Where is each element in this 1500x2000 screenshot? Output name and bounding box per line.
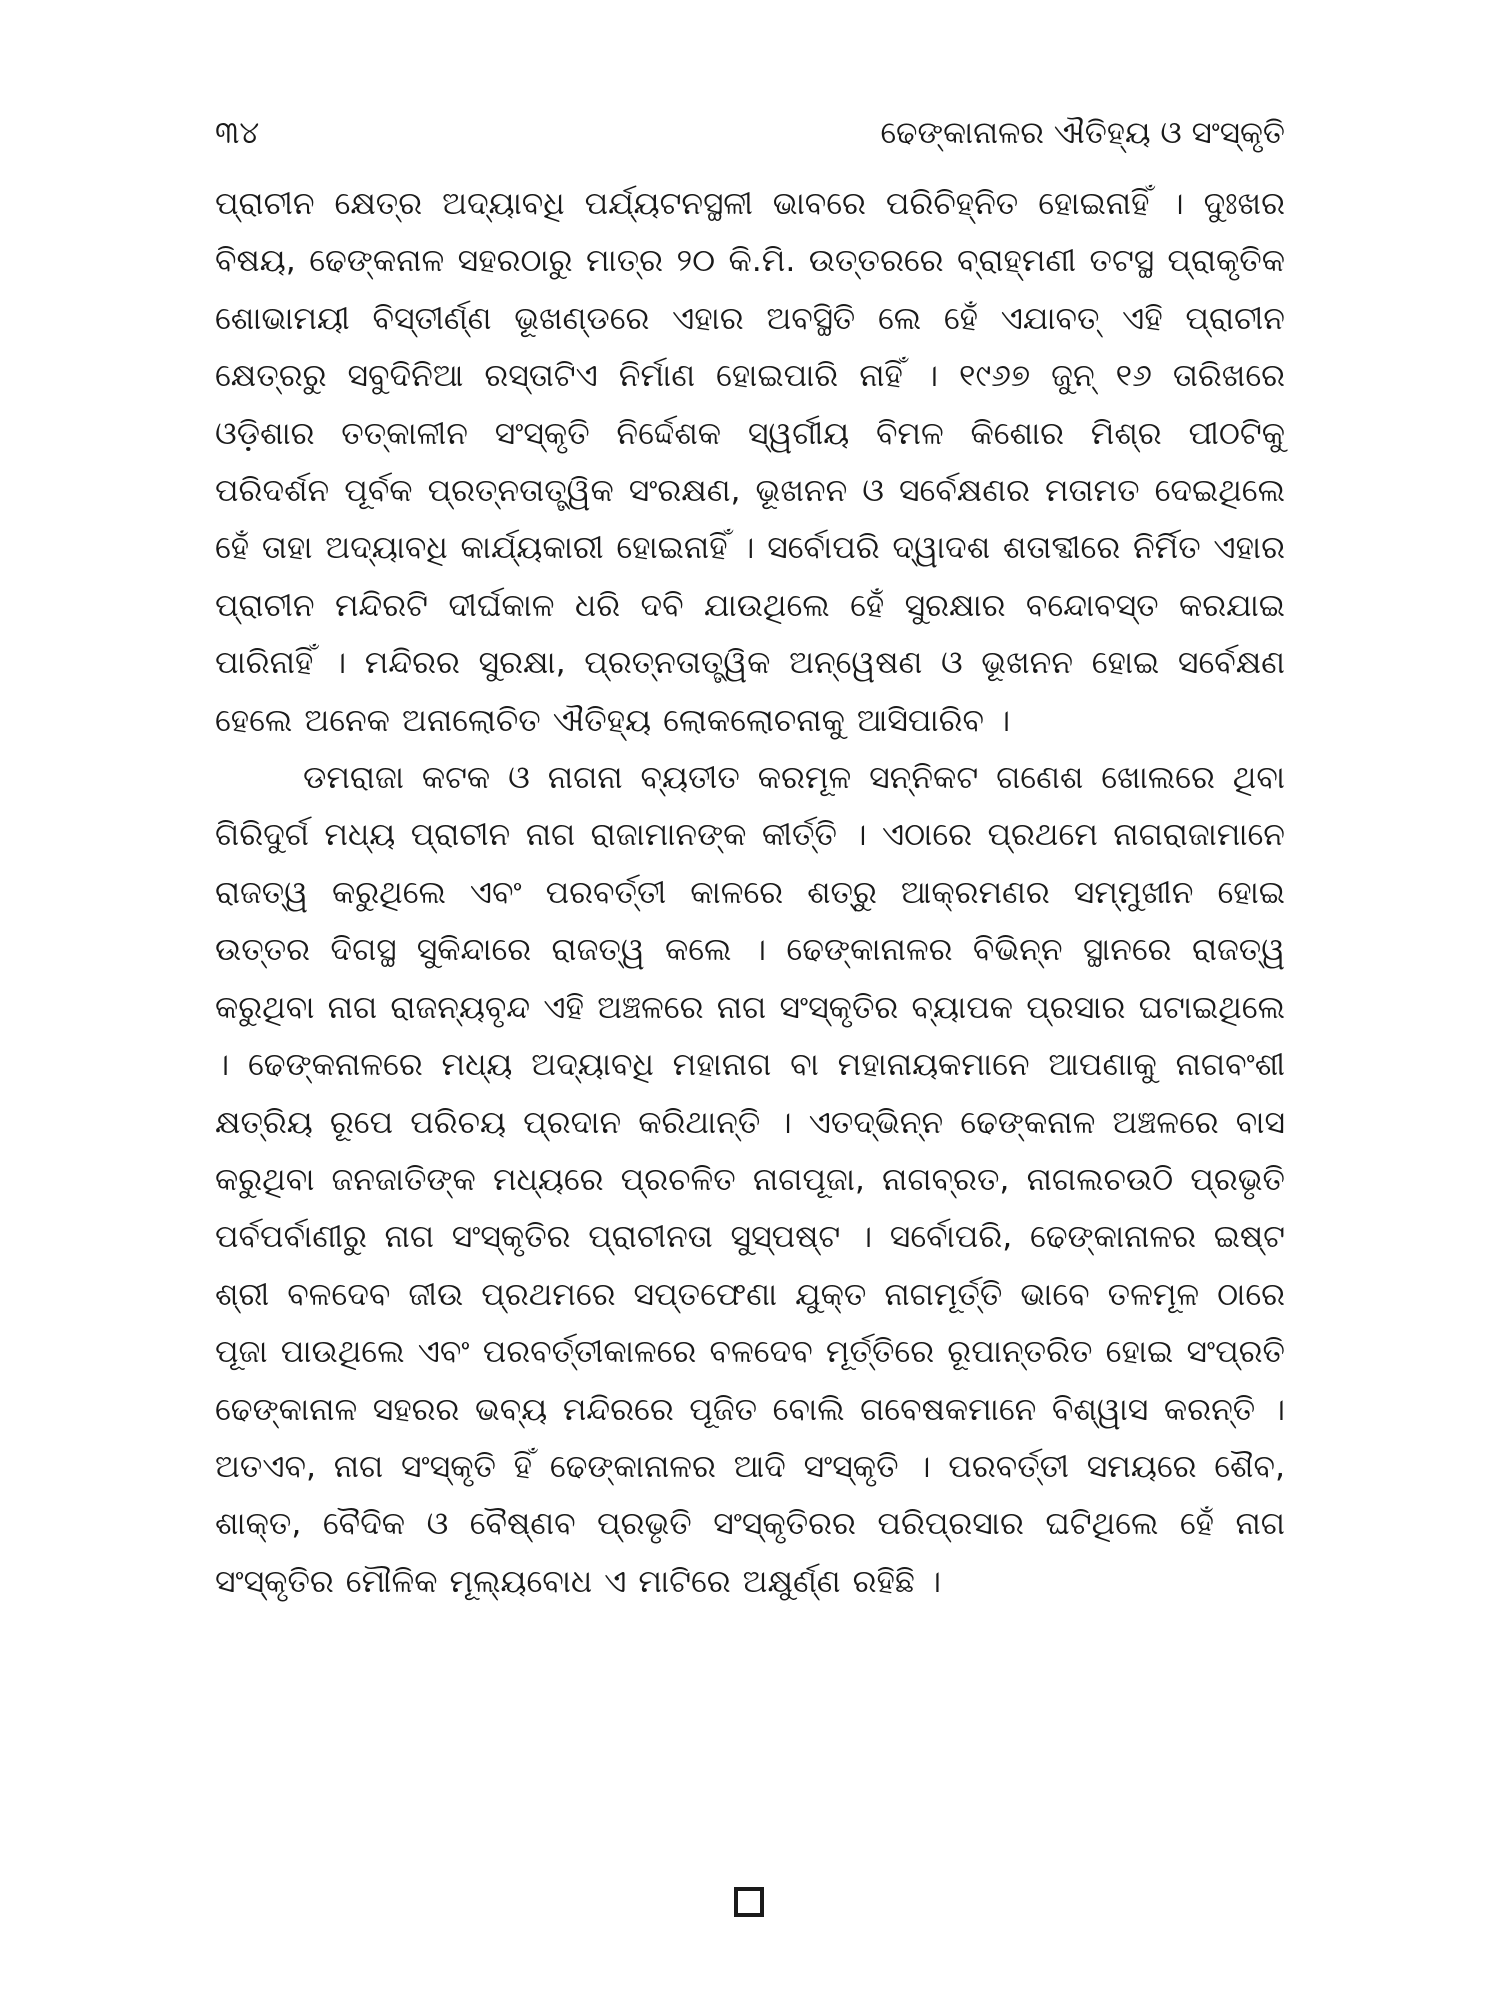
body-text bbox=[215, 176, 1285, 1611]
running-title: ଢେଙ୍କାନାଳର ଐତିହ୍ୟ ଓ ସଂସ୍କୃତି bbox=[880, 115, 1285, 151]
section-end-mark bbox=[734, 1887, 764, 1917]
page-number: ୩୪ bbox=[215, 115, 260, 151]
page-header bbox=[215, 108, 1285, 158]
paragraph-1: ପ୍ରାଚୀନ କ୍ଷେତ୍ର ଅଦ୍ୟାବଧି ପର୍ଯ୍ୟଟନସ୍ଥଳୀ ଭାବରେ ପରିଚିହ୍ନିତ ହୋଇନାହିଁ । ଦୁଃଖର ବିଷୟ, ଢେଙ୍କନାଳ ସହରଠାରୁ ମାତ୍ର ୨୦ କି.ମି. ଉତ୍ତରରେ ବ୍ରାହ୍ମଣୀ ତଟସ୍ଥ ପ୍ରାକୃତିକ ଶୋଭାମୟୀ ବିସ୍ତୀର୍ଣ୍ଣ ଭୂଖଣ୍ଡରେ ଏହାର ଅବସ୍ଥିତି ଲେ ହେଁ ଏଯାବତ୍ ଏହି ପ୍ରାଚୀନ କ୍ଷେତ୍ରରୁ ସବୁଦିନିଆ ରସ୍ତାଟିଏ ନିର୍ମାଣ ହୋଇପାରି ନାହିଁ । ୧୯୬୭ ଜୁନ୍ ୧୬ ତାରିଖରେ ଓଡ଼ିଶାର ତତ୍କାଳୀନ ସଂସ୍କୃତି ନିର୍ଦ୍ଦେଶକ ସ୍ୱର୍ଗୀୟ ବିମଳ କିଶୋର ମିଶ୍ର ପୀଠଟିକୁ ପରିଦର୍ଶନ ପୂର୍ବକ ପ୍ରତ୍ନତାତ୍ତ୍ୱିକ ସଂରକ୍ଷଣ, ଭୂଖନନ ଓ ସର୍ବେକ୍ଷଣର ମତାମତ ଦେଇଥିଲେ ହେଁ ତାହା ଅଦ୍ୟାବଧି କାର୍ଯ୍ୟକାରୀ ହୋଇନାହିଁ । ସର୍ବୋପରି ଦ୍ୱାଦଶ ଶତାବ୍ଦୀରେ ନିର୍ମିତ ଏହାର ପ୍ରାଚୀନ ମନ୍ଦିରଟି ଦୀର୍ଘକାଳ ଧରି ଦବି ଯାଉଥିଲେ ହେଁ ସୁରକ୍ଷାର ବନ୍ଦୋବସ୍ତ କରଯାଇ ପାରିନାହିଁ । ମନ୍ଦିରର ସୁରକ୍ଷା, ପ୍ରତ୍ନତାତ୍ତ୍ୱିକ ଅନ୍ୱେଷଣ ଓ ଭୂଖନନ ହୋଇ ସର୍ବେକ୍ଷଣ ହେଲେ ଅନେକ ଅନାଲୋଚିତ ଐତିହ୍ୟ ଲୋକଲୋଚନାକୁ ଆସିପାରିବ । bbox=[215, 186, 1285, 739]
paragraph-2: ଡମରାଜା କଟକ ଓ ନାଗନା ବ୍ୟତୀତ କରମୂଳ ସନ୍ନିକଟ ଗଣେଶ ଖୋଲରେ ଥିବା ଗିରିଦୁର୍ଗ ମଧ୍ୟ ପ୍ରାଚୀନ ନାଗ ରାଜାମାନଙ୍କ କୀର୍ତ୍ତି । ଏଠାରେ ପ୍ରଥମେ ନାଗରାଜାମାନେ ରାଜତ୍ୱ କରୁଥିଲେ ଏବଂ ପରବର୍ତ୍ତୀ କାଳରେ ଶତ୍ରୁ ଆକ୍ରମଣର ସମ୍ମୁଖୀନ ହୋଇ ଉତ୍ତର ଦିଗସ୍ଥ ସୁକିନ୍ଦାରେ ରାଜତ୍ୱ କଲେ । ଢେଙ୍କାନାଳର ବିଭିନ୍ନ ସ୍ଥାନରେ ରାଜତ୍ୱ କରୁଥିବା ନାଗ ରାଜନ୍ୟବୃନ୍ଦ ଏହି ଅଞ୍ଚଳରେ ନାଗ ସଂସ୍କୃତିର ବ୍ୟାପକ ପ୍ରସାର ଘଟାଇଥିଲେ । ଢେଙ୍କନାଳରେ ମଧ୍ୟ ଅଦ୍ୟାବଧି ମହାନାଗ ବା ମହାନାୟକମାନେ ଆପଣାକୁ ନାଗବଂଶୀ କ୍ଷତ୍ରିୟ ରୂପେ ପରିଚୟ ପ୍ରଦାନ କରିଥାନ୍ତି । ଏତଦ୍‌ଭିନ୍ନ ଢେଙ୍କନାଳ ଅଞ୍ଚଳରେ ବାସ କରୁଥିବା ଜନଜାତିଙ୍କ ମଧ୍ୟରେ ପ୍ରଚଳିତ ନାଗପୂଜା, ନାଗବ୍ରତ, ନାଗଲଚଉଠି ପ୍ରଭୃତି ପର୍ବପର୍ବାଣୀରୁ ନାଗ ସଂସ୍କୃତିର ପ୍ରାଚୀନତା ସୁସ୍ପଷ୍ଟ । ସର୍ବୋପରି, ଢେଙ୍କାନାଳର ଇଷ୍ଟ ଶ୍ରୀ ବଳଦେବ ଜୀଉ ପ୍ରଥମରେ ସପ୍ତଫେଣା ଯୁକ୍ତ ନାଗମୂର୍ତ୍ତି ଭାବେ ତଳମୂଳ ଠାରେ ପୂଜା ପାଉଥିଲେ ଏବଂ ପରବର୍ତ୍ତୀକାଳରେ ବଳଦେବ ମୂର୍ତ୍ତିରେ ରୂପାନ୍ତରିତ ହୋଇ ସଂପ୍ରତି ଢେଙ୍କାନାଳ ସହରର ଭବ୍ୟ ମନ୍ଦିରରେ ପୂଜିତ ବୋଲି ଗବେଷକମାନେ ବିଶ୍ୱାସ କରନ୍ତି । ଅତଏବ, ନାଗ ସଂସ୍କୃତି ହିଁ ଢେଙ୍କାନାଳର ଆଦି ସଂସ୍କୃତି । ପରବର୍ତ୍ତୀ ସମୟରେ ଶୈବ, ଶାକ୍ତ, ବୈଦିକ ଓ ବୈଷ୍ଣବ ପ୍ରଭୃତି ସଂସ୍କୃତିରର ପରିପ୍ରସାର ଘଟିଥିଲେ ହେଁ ନାଗ ସଂସ୍କୃତିର ମୌଳିକ ମୂଲ୍ୟବୋଧ ଏ ମାଟିରେ ଅକ୍ଷୁର୍ଣ୍ଣ ରହିଛି । bbox=[215, 760, 1285, 1600]
